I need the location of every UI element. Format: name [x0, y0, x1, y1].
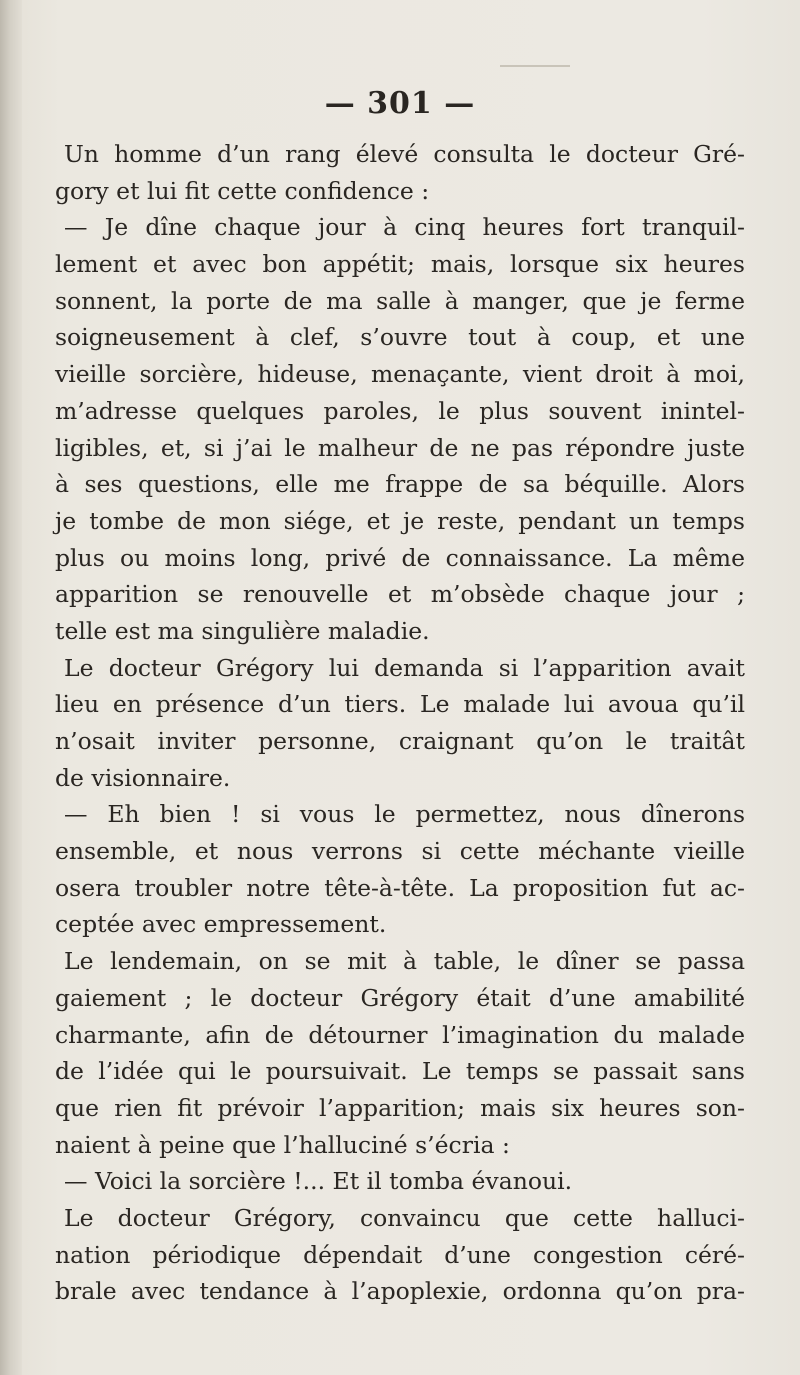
- text-line: ceptée avec empressement.: [55, 910, 387, 939]
- text-line: charmante, afin de détourner l’imagination du malade: [55, 1020, 745, 1049]
- text-line: sonnent, la porte de ma salle à manger, que je ferme: [55, 286, 745, 315]
- text-line: vieille sorcière, hideuse, menaçante, vient droit à moi,: [55, 360, 745, 389]
- text-line: brale avec tendance à l’apoplexie, ordonna qu’on pra-: [55, 1277, 745, 1306]
- text-line: plus ou moins long, privé de connaissance. La même: [55, 543, 745, 572]
- text-line: ligibles, et, si j’ai le malheur de ne pas répondre juste: [55, 433, 745, 462]
- text-line: gory et lui fit cette confidence :: [55, 176, 430, 205]
- text-line: m’adresse quelques paroles, le plus souvent inintel-: [55, 396, 745, 425]
- text-line: — Eh bien ! si vous le permettez, nous dînerons: [64, 800, 745, 829]
- text-line: osera troubler notre tête-à-tête. La proposition fut ac-: [55, 873, 745, 902]
- text-line: Le docteur Grégory lui demanda si l’apparition avait: [64, 653, 745, 682]
- text-line: je tombe de mon siége, et je reste, pendant un temps: [55, 506, 745, 535]
- text-line: — Je dîne chaque jour à cinq heures fort tranquil-: [64, 213, 745, 242]
- page-mark: [500, 65, 570, 67]
- binding-gutter: [0, 0, 22, 1375]
- text-line: lieu en présence d’un tiers. Le malade lui avoua qu’il: [55, 690, 745, 719]
- text-line: — Voici la sorcière !... Et il tomba évanoui.: [64, 1167, 573, 1196]
- page-text: [55, 136, 745, 1310]
- text-line: telle est ma singulière maladie.: [55, 616, 430, 645]
- text-line: apparition se renouvelle et m’obsède chaque jour ;: [55, 580, 745, 609]
- text-line: de visionnaire.: [55, 763, 231, 792]
- text-line: que rien fit prévoir l’apparition; mais six heures son-: [55, 1093, 745, 1122]
- text-line: n’osait inviter personne, craignant qu’on le traitât: [55, 727, 745, 755]
- text-line: à ses questions, elle me frappe de sa béquille. Alors: [55, 470, 745, 499]
- text-line: Le docteur Grégory, convaincu que cette halluci-: [64, 1203, 745, 1232]
- page-number: — 301 —: [324, 86, 476, 121]
- text-line: de l’idée qui le poursuivait. Le temps se passait sans: [55, 1057, 745, 1086]
- text-line: nation périodique dépendait d’une congestion céré-: [55, 1240, 745, 1269]
- text-line: Un homme d’un rang élevé consulta le docteur Gré-: [64, 140, 745, 168]
- text-line: Le lendemain, on se mit à table, le dîner se passa: [64, 947, 745, 976]
- text-line: ensemble, et nous verrons si cette méchante vieille: [55, 837, 745, 866]
- text-line: soigneusement à clef, s’ouvre tout à coup, et une: [55, 323, 745, 352]
- text-line: naient à peine que l’halluciné s’écria :: [55, 1130, 510, 1159]
- text-line: lement et avec bon appétit; mais, lorsque six heures: [55, 250, 745, 279]
- text-line: gaiement ; le docteur Grégory était d’une amabilité: [55, 983, 745, 1012]
